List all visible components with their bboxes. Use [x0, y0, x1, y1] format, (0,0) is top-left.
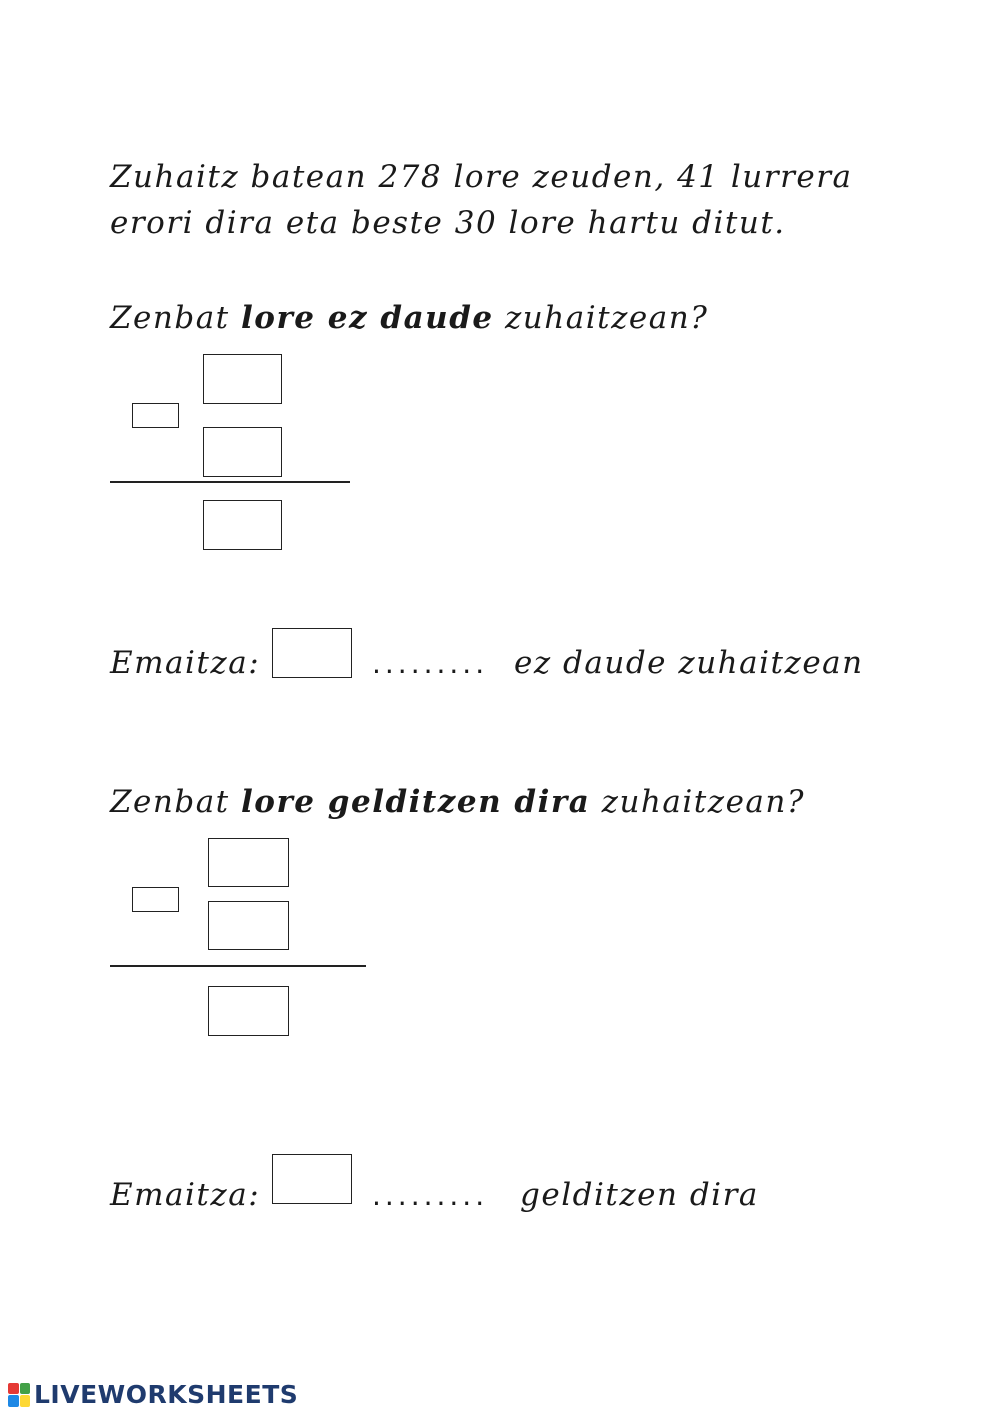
- problem-line-2: erori dira eta beste 30 lore hartu ditut.: [110, 205, 786, 241]
- result-1-answer-box[interactable]: [272, 628, 352, 678]
- operation-1-operator-box[interactable]: [132, 403, 179, 428]
- result-2-answer-box[interactable]: [272, 1154, 352, 1204]
- operation-2-line: [110, 965, 366, 967]
- result-2-dots: .........: [372, 1179, 489, 1212]
- liveworksheets-logo: [8, 1380, 298, 1409]
- result-2-suffix: gelditzen dira: [520, 1177, 759, 1213]
- question-1: [110, 300, 709, 336]
- operation-1-result-box[interactable]: [203, 500, 282, 550]
- problem-line-1: Zuhaitz batean 278 lore zeuden, 41 lurrera: [110, 159, 853, 195]
- question-2: [110, 784, 805, 820]
- operation-1-operand-2-box[interactable]: [203, 427, 282, 477]
- liveworksheets-logo-icon: [8, 1383, 30, 1407]
- operation-2-operand-2-box[interactable]: [208, 901, 289, 950]
- operation-1-line: [110, 481, 350, 483]
- result-2-label: Emaitza:: [110, 1177, 261, 1213]
- result-1-label: Emaitza:: [110, 645, 261, 681]
- operation-1-operand-1-box[interactable]: [203, 354, 282, 404]
- result-1-suffix: ez daude zuhaitzean: [514, 645, 864, 681]
- question-1-prefix: Zenbat: [110, 300, 241, 336]
- operation-2-operand-1-box[interactable]: [208, 838, 289, 887]
- question-1-bold: lore ez daude: [241, 300, 494, 336]
- question-1-suffix: zuhaitzean?: [493, 300, 709, 336]
- question-2-bold: lore gelditzen dira: [241, 784, 591, 820]
- question-2-suffix: zuhaitzean?: [590, 784, 805, 820]
- operation-2-operator-box[interactable]: [132, 887, 179, 912]
- question-2-prefix: Zenbat: [110, 784, 241, 820]
- result-1-dots: .........: [372, 647, 489, 680]
- liveworksheets-logo-text: LIVEWORKSHEETS: [34, 1380, 299, 1409]
- operation-2-result-box[interactable]: [208, 986, 289, 1036]
